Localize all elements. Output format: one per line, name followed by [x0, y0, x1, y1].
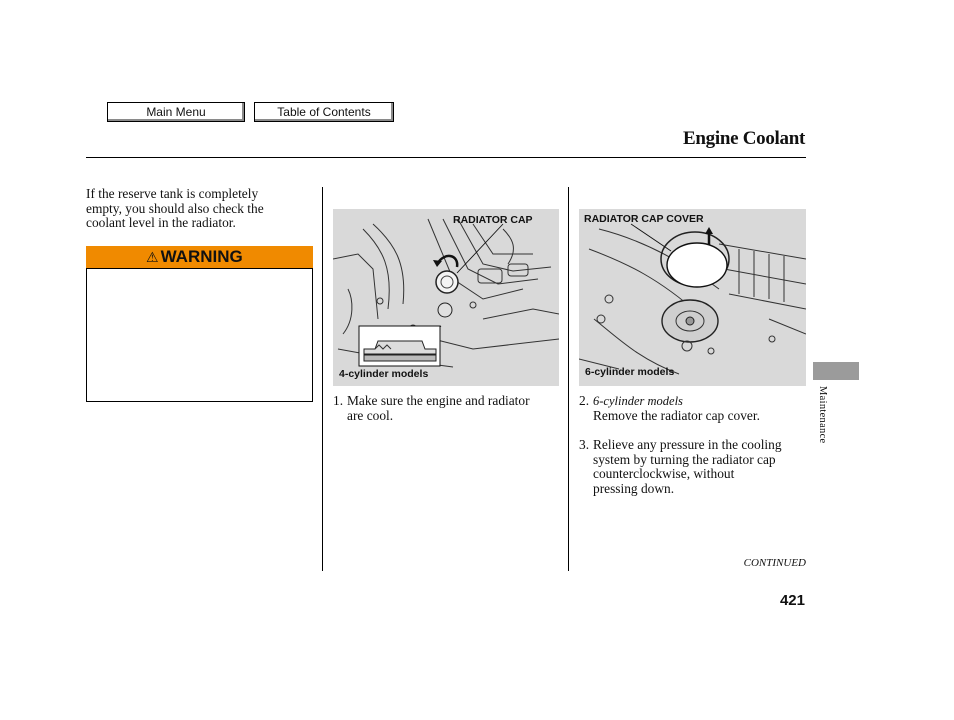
step-3 — [579, 438, 809, 500]
step-1 — [333, 394, 563, 426]
page-number: 421 — [779, 592, 805, 609]
column-divider — [568, 187, 569, 571]
step-text: 6-cylinder models Remove the radiator cap cover. — [593, 394, 760, 423]
radiator-cap-cover-figure — [579, 209, 806, 386]
engine-illustration-4cyl — [333, 209, 559, 386]
intro-paragraph: If the reserve tank is completely empty, you should also check the coolant level in the radiator. — [86, 186, 264, 231]
title-rule — [86, 157, 806, 158]
step-number: 2. — [579, 393, 590, 408]
radiator-cap-cover-callout: RADIATOR CAP COVER — [584, 213, 704, 225]
section-label: Maintenance — [817, 386, 828, 444]
radiator-cap-figure — [333, 209, 559, 386]
column-divider — [322, 187, 323, 571]
section-tab — [813, 362, 859, 380]
continued-label: CONTINUED — [743, 557, 806, 569]
radiator-cap-callout: RADIATOR CAP — [453, 214, 533, 226]
step-number: 3. — [579, 437, 590, 452]
figure1-caption: 4-cylinder models — [339, 368, 429, 380]
step-qualifier: 6-cylinder models — [593, 394, 683, 408]
step-number: 1. — [333, 393, 344, 408]
step-text: Make sure the engine and radiator are cool. — [347, 393, 530, 423]
warning-triangle-icon: ⚠ — [146, 249, 159, 265]
engine-illustration-6cyl — [579, 209, 806, 386]
warning-label: WARNING — [160, 247, 243, 266]
step-text: Relieve any pressure in the cooling system by turning the radiator cap counterclockwise, without pressing down. — [593, 437, 782, 497]
figure2-caption: 6-cylinder models — [585, 366, 675, 378]
main-menu-button[interactable]: Main Menu — [107, 102, 245, 122]
table-of-contents-button[interactable]: Table of Contents — [254, 102, 394, 122]
warning-header — [86, 246, 313, 268]
page-title: Engine Coolant — [683, 128, 805, 149]
warning-box — [86, 268, 313, 402]
step-2 — [579, 394, 809, 426]
